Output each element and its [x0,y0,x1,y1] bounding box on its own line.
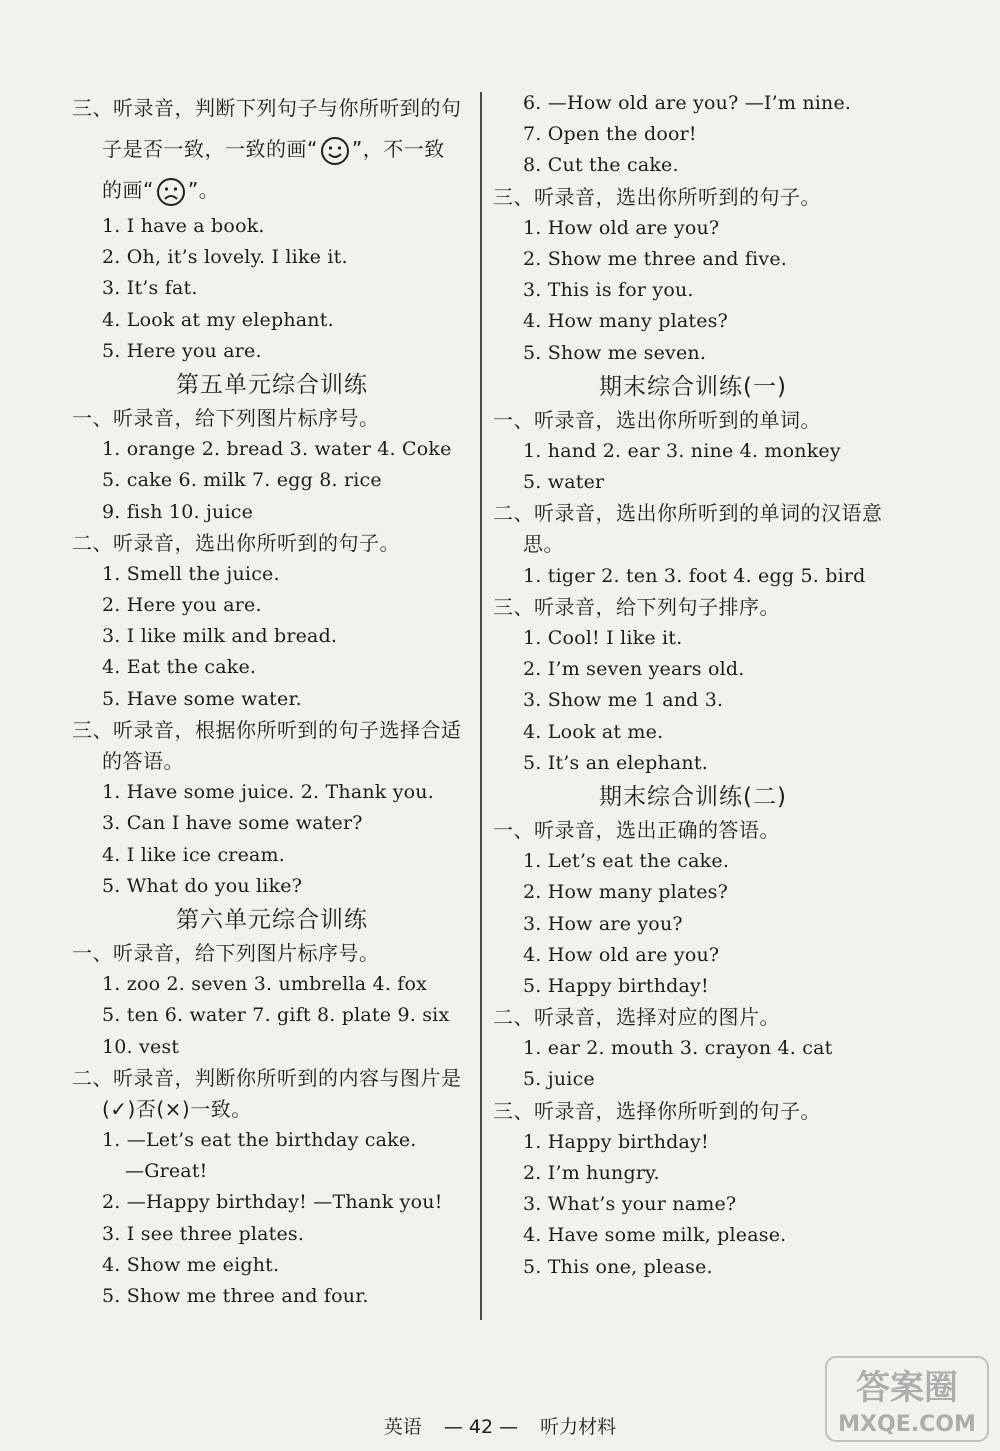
section-title: 第五单元综合训练 [176,371,368,398]
list-item: 1. ear 2. mouth 3. crayon 4. cat [523,1037,833,1060]
list-item: 1. hand 2. ear 3. nine 4. monkey [523,439,841,462]
list-item: 1. —Let’s eat the birthday cake. [102,1129,417,1152]
section-title: 期末综合训练(二) [599,783,787,810]
watermark-top-text: 答案圈 [856,1368,958,1408]
list-item: 3. I like milk and bread. [102,625,338,648]
list-item: 5. Have some water. [102,687,302,710]
list-item: 5. juice [523,1068,595,1091]
list-item: 3. What’s your name? [523,1193,737,1216]
list-item: 6. —How old are you? —I’m nine. [523,92,852,114]
list-item: 4. I like ice cream. [102,843,286,866]
footer-section: 听力材料 [540,1416,617,1438]
question-heading-cont: 的画“ ”。 [72,170,472,211]
list-item: 4. How old are you? [523,943,720,966]
list-item: 3. It’s fat. [102,277,198,300]
footer-subject: 英语 [383,1416,422,1438]
question-heading: 三、听录音，根据你所听到的句子选择合适 [72,717,462,742]
list-item: 1. I have a book. [102,215,265,237]
list-item: 5. Show me seven. [523,341,707,364]
watermark-bottom-text: MXQE.COM [838,1412,976,1437]
list-item: 2. Oh, it’s lovely. I like it. [102,246,348,269]
right-column [493,88,893,1283]
sad-face-icon [156,177,186,207]
list-item: 4. Show me eight. [102,1253,280,1276]
column-divider [480,92,482,1320]
smiling-face-icon [320,136,350,166]
list-item: 5. ten 6. water 7. gift 8. plate 9. six [102,1004,450,1027]
list-item: 3. Can I have some water? [102,812,363,835]
list-item: 5. Here you are. [102,339,262,362]
list-item: 4. Eat the cake. [102,656,257,679]
list-item: 5. What do you like? [102,874,303,897]
list-item: 1. How old are you? [523,216,720,239]
question-heading-cont: (✓)否(×)一致。 [102,1096,252,1121]
question-heading-cont: 子是否一致，一致的画“ ”，不一致 [72,129,472,170]
list-item: 1. Cool! I like it. [523,627,683,649]
list-item: 7. Open the door! [523,123,697,146]
question-heading: 二、听录音，选择对应的图片。 [493,1005,780,1030]
question-heading-cont: 思。 [523,532,564,557]
question-heading: 三、听录音，给下列句子排序。 [493,594,780,619]
list-item: 2. Here you are. [102,594,262,617]
list-item: 8. Cut the cake. [523,154,679,177]
list-item: 3. I see three plates. [102,1222,305,1245]
watermark-logo [822,1353,992,1445]
list-item: 1. Smell the juice. [102,562,280,585]
list-item: 1. zoo 2. seven 3. umbrella 4. fox [102,973,428,996]
question-heading: 三、听录音，选出你所听到的句子。 [493,184,821,209]
list-item: 5. It’s an elephant. [523,751,708,774]
question-heading: 二、听录音，选出你所听到的句子。 [72,530,400,555]
question-heading: 一、听录音，选出正确的答语。 [493,817,780,842]
list-item: 1. Happy birthday! [523,1130,709,1153]
list-item: 5. Show me three and four. [102,1285,369,1307]
list-item: 1. orange 2. bread 3. water 4. Coke [102,438,452,461]
question-heading: 一、听录音，给下列图片标序号。 [72,405,380,430]
section-title: 第六单元综合训练 [176,906,368,933]
left-column [72,88,472,1312]
list-item: 5. water [523,471,605,494]
list-item: 1. Have some juice. 2. Thank you. [102,781,434,804]
list-item: 9. fish 10. juice [102,500,254,523]
question-heading: 二、听录音，判断你所听到的内容与图片是 [72,1065,462,1090]
list-item: 1. tiger 2. ten 3. foot 4. egg 5. bird [523,564,866,587]
list-item: 5. Happy birthday! [523,974,709,997]
list-item: 4. How many plates? [523,310,729,333]
list-item: 3. Show me 1 and 3. [523,689,724,712]
question-heading: 三、听录音，选择你所听到的句子。 [493,1098,821,1123]
list-item: 2. How many plates? [523,881,729,904]
list-item: 3. This is for you. [523,279,694,302]
question-heading: 三、听录音，判断下列句子与你所听到的句 [72,96,462,120]
question-heading: 一、听录音，选出你所听到的单词。 [493,407,821,432]
list-item: 3. How are you? [523,912,683,935]
list-item: —Great! [125,1160,208,1183]
page-number: — 42 — [443,1416,519,1438]
list-item: 2. I’m seven years old. [523,658,745,681]
section-title: 期末综合训练(一) [599,373,787,400]
question-heading-cont: 的答语。 [102,749,184,773]
list-item: 2. Show me three and five. [523,247,788,270]
question-heading: 二、听录音，选出你所听到的单词的汉语意 [493,501,883,526]
list-item: 4. Look at me. [523,720,664,743]
list-item: 2. —Happy birthday! —Thank you! [102,1191,443,1214]
list-item: 5. cake 6. milk 7. egg 8. rice [102,469,382,492]
question-heading: 一、听录音，给下列图片标序号。 [72,940,380,965]
list-item: 4. Look at my elephant. [102,308,334,331]
list-item: 5. This one, please. [523,1255,713,1278]
list-item: 10. vest [102,1035,180,1058]
list-item: 4. Have some milk, please. [523,1224,787,1247]
list-item: 2. I’m hungry. [523,1162,660,1184]
list-item: 1. Let’s eat the cake. [523,850,730,873]
